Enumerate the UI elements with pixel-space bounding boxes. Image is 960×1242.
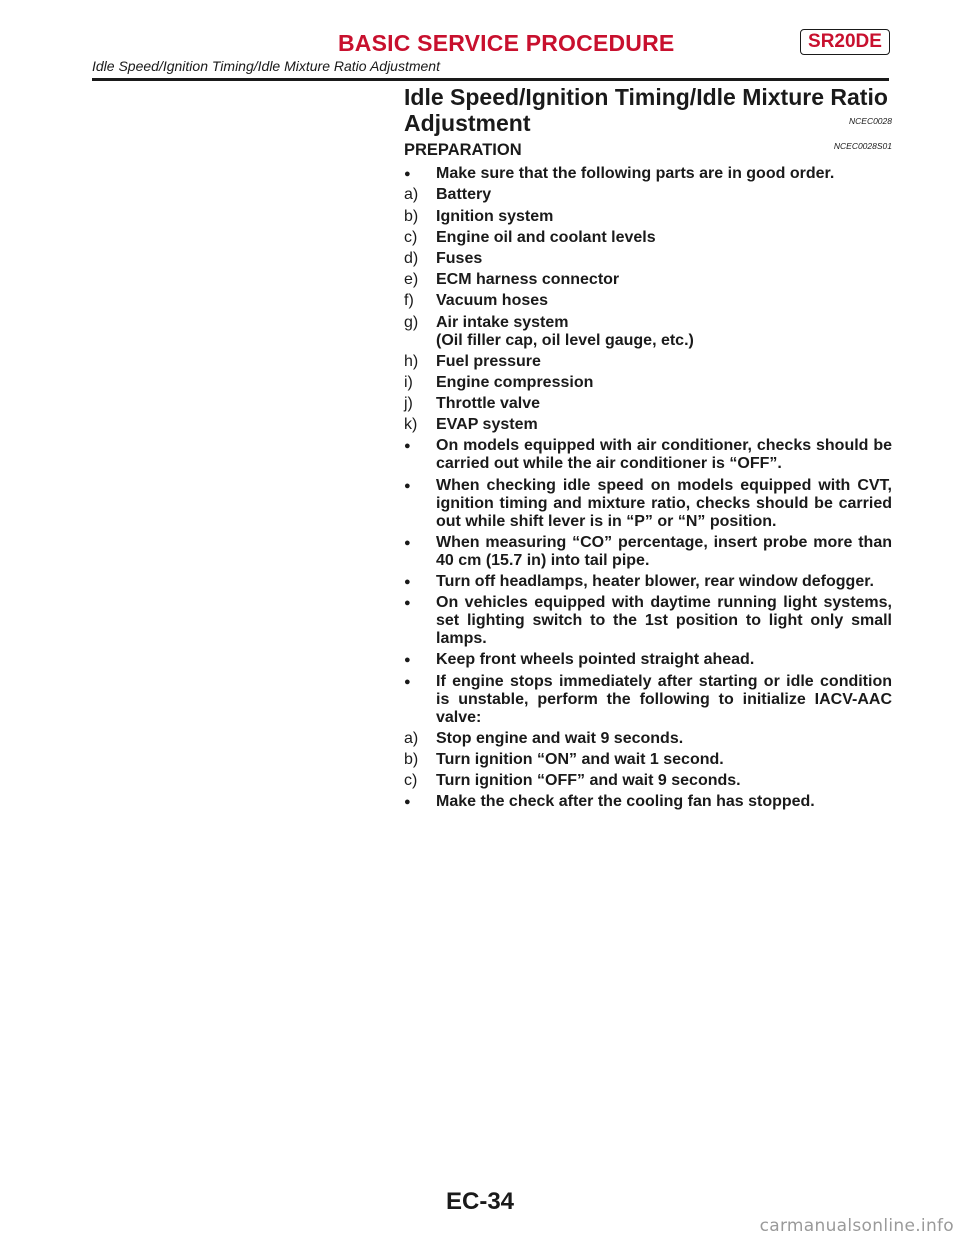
list-marker: f) [404, 292, 414, 310]
list-item-text: Turn ignition “ON” and wait 1 second. [436, 750, 724, 768]
engine-badge: SR20DE [800, 29, 890, 55]
list-item [404, 793, 892, 811]
list-item [404, 271, 892, 289]
list-item-text: Battery [436, 186, 492, 204]
list-item-text: Make sure that the following parts are in good order. [436, 165, 835, 183]
list-item-text: Air intake system (Oil filler cap, oil level gauge, etc.) [436, 313, 694, 349]
list-item-text: If engine stops immediately after starting or idle condition is unstable, perform the following to initialize IACV-AAC valve: [436, 672, 892, 726]
list-item [404, 416, 892, 434]
list-item-text: Ignition system [436, 207, 554, 225]
list-marker: c) [404, 228, 418, 246]
list-item-text: Stop engine and wait 9 seconds. [436, 729, 684, 747]
list-item-text: On models equipped with air conditioner, checks should be carried out while the air conditioner is “OFF”. [436, 437, 892, 473]
list-item-text: Turn off headlamps, heater blower, rear window defogger. [436, 573, 874, 590]
list-marker: g) [404, 313, 419, 331]
list-marker: b) [404, 207, 419, 225]
list-item [404, 229, 892, 247]
list-item [404, 673, 892, 727]
list-item-text: ECM harness connector [436, 271, 620, 289]
bullet-icon: ● [404, 675, 411, 688]
list-item [404, 208, 892, 226]
section-title [404, 84, 892, 136]
section-ref-code: NCEC0028 [849, 116, 892, 126]
list-item-text: Engine compression [436, 373, 594, 391]
list-item [404, 395, 892, 413]
bullet-icon: ● [404, 654, 411, 667]
list-item [404, 165, 892, 183]
list-item-text: EVAP system [436, 416, 538, 434]
list-item-text: Turn ignition “OFF” and wait 9 seconds. [436, 772, 741, 790]
bullet-icon: ● [404, 796, 411, 809]
preparation-title: PREPARATION [404, 141, 522, 159]
list-item [404, 534, 892, 570]
list-item [404, 314, 892, 350]
list-item [404, 353, 892, 371]
list-item [404, 730, 892, 748]
list-item-text: Fuses [436, 249, 483, 267]
list-item [404, 292, 892, 310]
watermark: carmanualsonline.info [759, 1216, 954, 1236]
list-marker: a) [404, 186, 419, 204]
bullet-icon: ● [404, 168, 411, 181]
main-content [404, 84, 892, 811]
header-title: BASIC SERVICE PROCEDURE [338, 30, 675, 56]
section-title-line-2: Adjustment [404, 110, 531, 136]
bullet-icon: ● [404, 597, 411, 610]
bullet-icon: ● [404, 576, 411, 588]
bullet-icon: ● [404, 440, 411, 453]
list-marker: a) [404, 729, 419, 747]
list-item [404, 437, 892, 473]
list-item [404, 250, 892, 268]
list-marker: d) [404, 249, 419, 267]
list-item [404, 573, 892, 591]
bullet-icon: ● [404, 536, 411, 549]
header-subtitle: Idle Speed/Ignition Timing/Idle Mixture Ratio Adjustment [92, 58, 440, 74]
list-item-text: Vacuum hoses [436, 292, 549, 310]
list-marker: h) [404, 352, 419, 370]
list-item [404, 477, 892, 531]
preparation-heading [404, 138, 892, 162]
list-item-text: Fuel pressure [436, 352, 541, 370]
section-title-line-1: Idle Speed/Ignition Timing/Idle Mixture Ratio [404, 84, 888, 110]
list-marker: j) [404, 395, 413, 413]
list-item-text: Make the check after the cooling fan has stopped. [436, 793, 815, 811]
list-item-text: When measuring “CO” percentage, insert probe more than 40 cm (15.7 in) into tail pipe. [436, 533, 892, 569]
list-item-text: On vehicles equipped with daytime running light systems, set lighting switch to the 1st position to light only small lamps. [436, 594, 892, 648]
list-marker: k) [404, 416, 418, 434]
list-marker: b) [404, 750, 419, 768]
bullet-icon: ● [404, 479, 411, 492]
preparation-ref-code: NCEC0028S01 [833, 141, 892, 151]
list-item-text: Keep front wheels pointed straight ahead. [436, 651, 755, 669]
header-divider [92, 78, 889, 81]
list-item [404, 772, 892, 790]
list-marker: i) [404, 373, 413, 391]
list-marker: c) [404, 772, 418, 790]
list-item-text: When checking idle speed on models equipped with CVT, ignition timing and mixture ratio, checks should be carried out while shift lever is in “P” or “N” position. [436, 476, 892, 530]
list-item [404, 594, 892, 648]
list-marker: e) [404, 271, 419, 289]
list-item [404, 374, 892, 392]
list-item [404, 186, 892, 204]
preparation-list [404, 165, 892, 811]
list-item-text: Engine oil and coolant levels [436, 228, 656, 246]
page-number: EC-34 [445, 1188, 515, 1215]
list-item-text: Throttle valve [436, 395, 541, 413]
list-item [404, 751, 892, 769]
list-item [404, 651, 892, 669]
